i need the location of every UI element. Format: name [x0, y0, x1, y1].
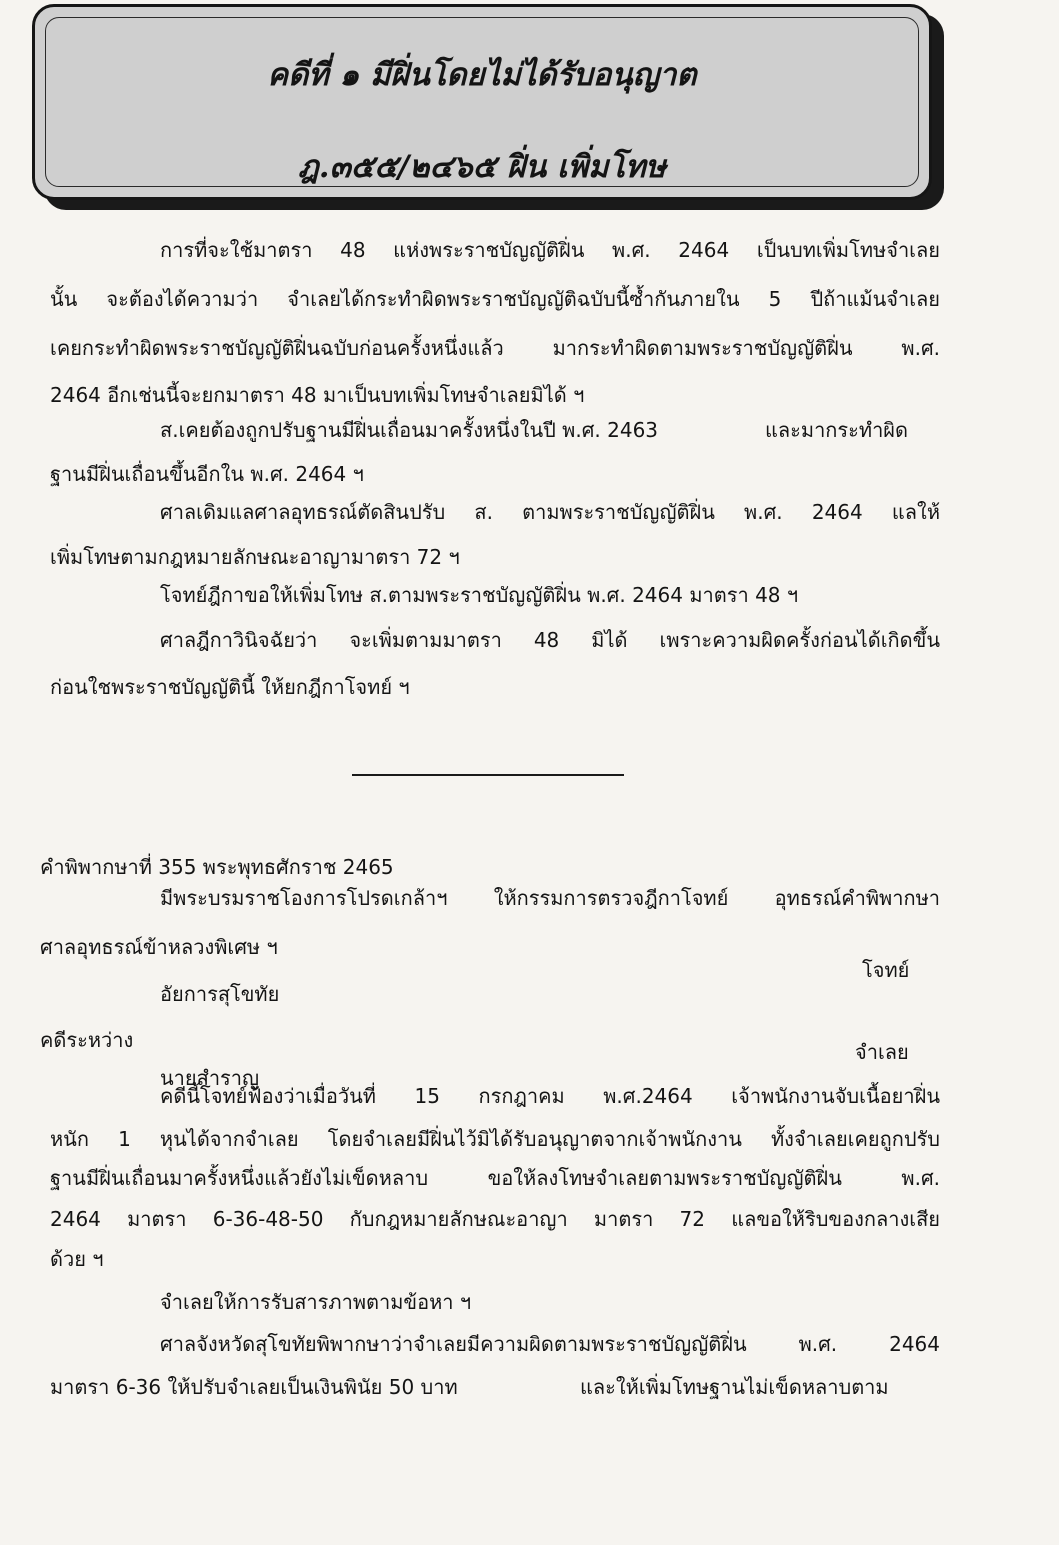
- body-line: คดีนี้โจทย์ฟ้องว่าเมื่อวันที่ 15 กรกฎาคม พ.ศ.2464 เจ้าพนักงานจับเนื้อยาฝิ่น: [160, 1084, 940, 1108]
- plaintiff-role: โจทย์: [862, 958, 910, 982]
- judgment-number: คำพิพากษาที่ 355 พระพุทธศักราช 2465: [40, 855, 394, 879]
- body-line: ฐานมีฝิ่นเถื่อนมาครั้งหนึ่งแล้วยังไม่เข็ดหลาบ ขอให้ลงโทษจำเลยตามพระราชบัญญัติฝิ่น พ.ศ.: [50, 1166, 940, 1190]
- section-divider: [352, 774, 624, 776]
- case-between-label: คดีระหว่าง: [40, 1028, 134, 1052]
- summary-line: ศาลเดิมแลศาลอุทธรณ์ตัดสินปรับ ส. ตามพระราชบัญญัติฝิ่น พ.ศ. 2464 แลให้: [160, 500, 940, 524]
- case-title: คดีที่ ๑ มีฝิ่นโดยไม่ได้รับอนุญาต: [267, 57, 697, 93]
- summary-line: เพิ่มโทษตามกฎหมายลักษณะอาญามาตรา 72 ฯ: [50, 545, 460, 569]
- summary-line: การที่จะใช้มาตรา 48 แห่งพระราชบัญญัติฝิ่น พ.ศ. 2464 เป็นบทเพิ่มโทษจำเลย: [160, 238, 940, 262]
- defendant-name: นายสำราญ: [160, 1066, 260, 1090]
- summary-line: ฐานมีฝิ่นเถื่อนขึ้นอีกใน พ.ศ. 2464 ฯ: [50, 462, 364, 486]
- summary-line: นั้น จะต้องได้ความว่า จำเลยได้กระทำผิดพระราชบัญญัติฉบับนี้ซ้ำกันภายใน 5 ปีถ้าแม้นจำเลย: [50, 287, 940, 311]
- summary-line: เคยกระทำผิดพระราชบัญญัติฝิ่นฉบับก่อนครั้งหนึ่งแล้ว มากระทำผิดตามพระราชบัญญัติฝิ่น พ.ศ.: [50, 336, 940, 360]
- body-line: มาตรา 6-36 ให้ปรับจำเลยเป็นเงินพินัย 50 บาท: [50, 1375, 458, 1399]
- case-header-box: [32, 4, 932, 200]
- body-line: จำเลยให้การรับสารภาพตามข้อหา ฯ: [160, 1290, 472, 1314]
- summary-line: ศาลฎีกาวินิจฉัยว่า จะเพิ่มตามมาตรา 48 มิได้ เพราะความผิดครั้งก่อนได้เกิดขึ้น: [160, 628, 940, 652]
- body-line: 2464 มาตรา 6-36-48-50 กับกฎหมายลักษณะอาญา มาตรา 72 แลขอให้ริบของกลางเสีย: [50, 1207, 940, 1231]
- body-line: หนัก 1 หุนได้จากจำเลย โดยจำเลยมีฝิ่นไว้มิได้รับอนุญาตจากเจ้าพนักงาน ทั้งจำเลยเคยถูกปรับ: [50, 1127, 940, 1151]
- summary-line: ส.เคยต้องถูกปรับฐานมีฝิ่นเถื่อนมาครั้งหนึ่งในปี พ.ศ. 2463: [160, 418, 659, 442]
- summary-line: และมากระทำผิด: [765, 418, 909, 442]
- summary-line: โจทย์ฎีกาขอให้เพิ่มโทษ ส.ตามพระราชบัญญัติฝิ่น พ.ศ. 2464 มาตรา 48 ฯ: [160, 583, 799, 607]
- body-line: และให้เพิ่มโทษฐานไม่เข็ดหลาบตาม: [580, 1375, 889, 1399]
- body-line: ด้วย ฯ: [50, 1247, 104, 1271]
- decree-line: มีพระบรมราชโองการโปรดเกล้าฯ ให้กรรมการตรวจฎีกาโจทย์ อุทธรณ์คำพิพากษา: [160, 886, 940, 910]
- body-line: ศาลจังหวัดสุโขทัยพิพากษาว่าจำเลยมีความผิดตามพระราชบัญญัติฝิ่น พ.ศ. 2464: [160, 1332, 940, 1356]
- case-citation: ฎ.๓๕๕/๒๔๖๕ ฝิ่น เพิ่มโทษ: [297, 149, 666, 185]
- summary-line: 2464 อีกเช่นนี้จะยกมาตรา 48 มาเป็นบทเพิ่มโทษจำเลยมิได้ ฯ: [50, 383, 585, 407]
- plaintiff-name: อัยการสุโขทัย: [160, 982, 280, 1006]
- defendant-role: จำเลย: [855, 1040, 909, 1064]
- decree-line: ศาลอุทธรณ์ข้าหลวงพิเศษ ฯ: [40, 935, 278, 959]
- summary-line: ก่อนใชพระราชบัญญัตินี้ ให้ยกฎีกาโจทย์ ฯ: [50, 675, 410, 699]
